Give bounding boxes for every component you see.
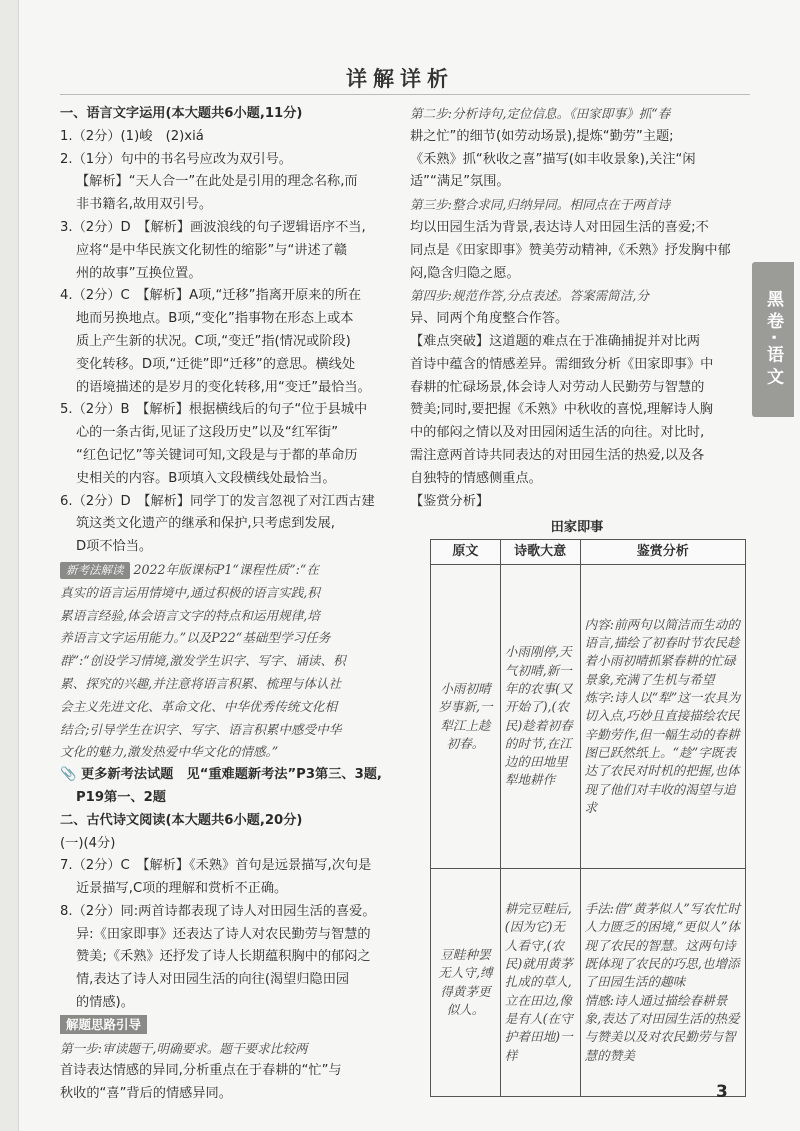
text-line: 适”“满足”氛围。 <box>410 174 510 190</box>
text-line: (一)(4分) <box>60 835 116 851</box>
new-exam-line: 真实的语言运用情境中,通过积极的语言实践,积 <box>60 584 320 600</box>
poem-title: 田家即事 <box>550 520 604 536</box>
new-exam-block <box>60 559 400 764</box>
text-line: D项不恰当。 <box>76 539 153 555</box>
text-line: 情,表达了诗人对田园生活的向往(渴望归隐田园 <box>76 972 350 988</box>
answers-block-3 <box>410 103 744 513</box>
table-header: 原文 <box>431 540 501 565</box>
text-line: 一、语言文字运用(本大题共6小题,11分) <box>60 106 303 121</box>
table-header: 鉴赏分析 <box>580 540 745 565</box>
table-cell-meaning: 耕完豆畦后,(因为它)无人看守,(农民)就用黄茅扎成的草人,立在田边,像是有人(在守护着田地)一样 <box>500 869 580 1097</box>
new-exam-line: 文化的魅力,激发热爱中华文化的情感。” <box>60 744 279 760</box>
new-exam-badge: 新考法解读 <box>60 562 130 579</box>
page-title: 详解详析 <box>346 67 454 91</box>
text-line: 6.（2分）D 【解析】同学丁的发言忽视了对江西古建 <box>60 493 375 509</box>
title-divider <box>60 94 750 95</box>
subject-tab: 黑卷·语文 <box>752 262 794 417</box>
page-number: 3 <box>716 1082 728 1102</box>
new-exam-line: 会主义先进文化、革命文化、中华优秀传统文化相 <box>60 698 338 714</box>
guide-line: 秋收的“喜”背后的情感异同。 <box>60 1086 232 1102</box>
text-line: 变化转移。D项,“迁徙”即“迁移”的意思。横线处 <box>76 356 356 372</box>
table-cell-original: 豆畦种罢无人守,缚得黄茅更似人。 <box>431 869 501 1097</box>
text-line: 近景描写,C项的理解和赏析不正确。 <box>76 881 288 897</box>
guide-block <box>60 1015 400 1106</box>
new-exam-line: 结合;引导学生在识字、写字、语言积累中感受中华 <box>60 721 342 737</box>
more-exam-link[interactable] <box>60 764 400 787</box>
text-line: 地而另换地点。B项,“变化”指事物在形态上或本 <box>76 311 354 327</box>
text-line: 心的一条古街,见证了这段历史”以及“红军街” <box>76 425 339 441</box>
text-line: 第二步:分析诗句,定位信息。《田家即事》抓“春 <box>410 106 671 121</box>
text-line: 应将“是中华民族文化韧性的缩影”与“讲述了赣 <box>76 242 348 258</box>
answers-block-1 <box>60 103 400 559</box>
analysis-table <box>430 539 746 1097</box>
text-line: 第三步:整合求同,归纳异同。相同点在于两首诗 <box>410 197 671 213</box>
answers-block-2 <box>60 810 400 1015</box>
new-exam-line: 群”:“创设学习情境,激发学生识字、写字、诵读、积 <box>60 653 346 669</box>
text-line: 自独特的情感侧重点。 <box>410 470 542 486</box>
text-line: 耕之忙”的细节(如劳动场景),提炼“勤劳”主题; <box>410 128 674 144</box>
text-line: 州的故事”互换位置。 <box>76 265 202 281</box>
text-line: “红色记忆”等关键词可知,文段是与于都的革命历 <box>76 447 358 463</box>
text-line: 4.（2分）C 【解析】A项,“迁移”指离开原来的所在 <box>60 288 362 304</box>
text-line: 非书籍名,故用双引号。 <box>76 197 213 213</box>
guide-line: 首诗表达情感的异同,分析重点在于春耕的“忙”与 <box>60 1063 342 1079</box>
table-cell-original: 小雨初晴岁事新,一犁江上趁初春。 <box>431 565 501 869</box>
text-line: 的情感)。 <box>76 995 134 1011</box>
text-line: 异:《田家即事》还表达了诗人对农民勤劳与智慧的 <box>76 926 371 942</box>
new-exam-line: 2022年版课标P1“课程性质”:“在 <box>133 561 319 577</box>
table-cell-analysis: 手法:借“黄茅似人”写农忙时人力匮乏的困境,“更似人”体现了农民的智慧。这两句诗既体现了农民的巧思,也增添了田园生活的趣味 情感:诗人通过描绘春耕景象,表达了对田园生活的热爱与赞美以及对农民勤劳与智慧的赞美 <box>580 869 745 1097</box>
new-exam-line: 养语言文字运用能力。”以及P22“基础型学习任务 <box>60 630 331 646</box>
guide-line: 第一步:审读题干,明确要求。题干要求比较两 <box>60 1040 308 1056</box>
table-cell-meaning: 小雨刚停,天气初晴,新一年的农事(又开始了),(农民)趁着初春的时节,在江边的田地里犁地耕作 <box>500 565 580 869</box>
text-line: 【鉴赏分析】 <box>410 493 490 509</box>
text-line: 均以田园生活为背景,表达诗人对田园生活的喜爱;不 <box>410 219 709 235</box>
more-link-text-2: P19第一、2题 <box>76 789 166 805</box>
text-line: 中的郁闷之情以及对田园闲适生活的向往。对比时, <box>410 425 705 441</box>
table-row <box>431 869 746 1097</box>
table-header: 诗歌大意 <box>500 540 580 565</box>
table-row <box>431 565 746 869</box>
text-line: 需注意两首诗共同表达的对田园生活的热爱,以及各 <box>410 447 705 463</box>
text-line: 赞美;《禾熟》还抒发了诗人长期蕴积胸中的郁闷之 <box>76 949 371 965</box>
text-line: 第四步:规范作答,分点表述。答案需简洁,分 <box>410 288 649 304</box>
text-line: 【解析】“天人合一”在此处是引用的理念名称,而 <box>76 174 358 190</box>
text-line: 的语境描述的是岁月的变化转移,用“变迁”最恰当。 <box>76 379 371 395</box>
text-line: 春耕的忙碌场景,体会诗人对劳动人民勤劳与智慧的 <box>410 379 705 395</box>
new-exam-line: 累、探究的兴趣,并注意将语言积累、梳理与体认社 <box>60 675 342 691</box>
paperclip-icon: 📎 <box>60 767 77 783</box>
text-line: 质上产生新的状况。C项,“变迁”指(情况或阶段) <box>76 333 351 349</box>
text-line: 2.（1分）句中的书名号应改为双引号。 <box>60 151 292 167</box>
new-exam-line: 累语言经验,体会语言文字的特点和运用规律,培 <box>60 607 320 623</box>
text-line: 【难点突破】这道题的难点在于准确捕捉并对比两 <box>410 333 701 349</box>
text-line: 《禾熟》抓“秋收之喜”描写(如丰收景象),关注“闲 <box>410 151 696 167</box>
text-line: 异、同两个角度整合作答。 <box>410 311 569 327</box>
text-line: 同点是《田家即事》赞美劳动精神,《禾熟》抒发胸中郁 <box>410 242 731 258</box>
table-cell-analysis: 内容:前两句以简洁而生动的语言,描绘了初春时节农民趁着小雨初晴抓紧春耕的忙碌景象,充满了生机与希望 炼字:诗人以“犁”这一农具为切入点,巧妙且直接描绘农民辛勤劳作,但一幅生动的春耕图已跃然纸上。“趁”字既表达了农民对时机的把握,也体现了他们对丰收的渴望与追求 <box>580 565 745 869</box>
text-line: 筑这类文化遗产的继承和保护,只考虑到发展, <box>76 516 335 532</box>
text-line: 二、古代诗文阅读(本大题共6小题,20分) <box>60 812 303 828</box>
text-line: 1.（2分）(1)峻 (2)xiá <box>60 128 204 144</box>
text-line: 7.（2分）C 【解析】《禾熟》首句是远景描写,次句是 <box>60 858 372 874</box>
text-line: 5.（2分）B 【解析】根据横线后的句子“位于县城中 <box>60 402 368 418</box>
text-line: 8.（2分）同:两首诗都表现了诗人对田园生活的喜爱。 <box>60 903 376 919</box>
text-line: 史相关的内容。B项填入文段横线处最恰当。 <box>76 470 336 486</box>
text-line: 赞美;同时,要把握《禾熟》中秋收的喜悦,理解诗人胸 <box>410 402 713 418</box>
left-column <box>60 103 400 1106</box>
binding-edge <box>0 0 19 1131</box>
text-line: 闷,隐含归隐之愿。 <box>410 265 520 281</box>
text-line: 3.（2分）D 【解析】画波浪线的句子逻辑语序不当, <box>60 219 366 235</box>
right-column <box>410 103 744 563</box>
more-link-text: 更多新考法试题 见“重难题新考法”P3第三、3题, <box>81 767 382 783</box>
guide-badge: 解题思路引导 <box>60 1015 147 1034</box>
text-line: 首诗中蕴含的情感差异。需细致分析《田家即事》中 <box>410 356 714 372</box>
